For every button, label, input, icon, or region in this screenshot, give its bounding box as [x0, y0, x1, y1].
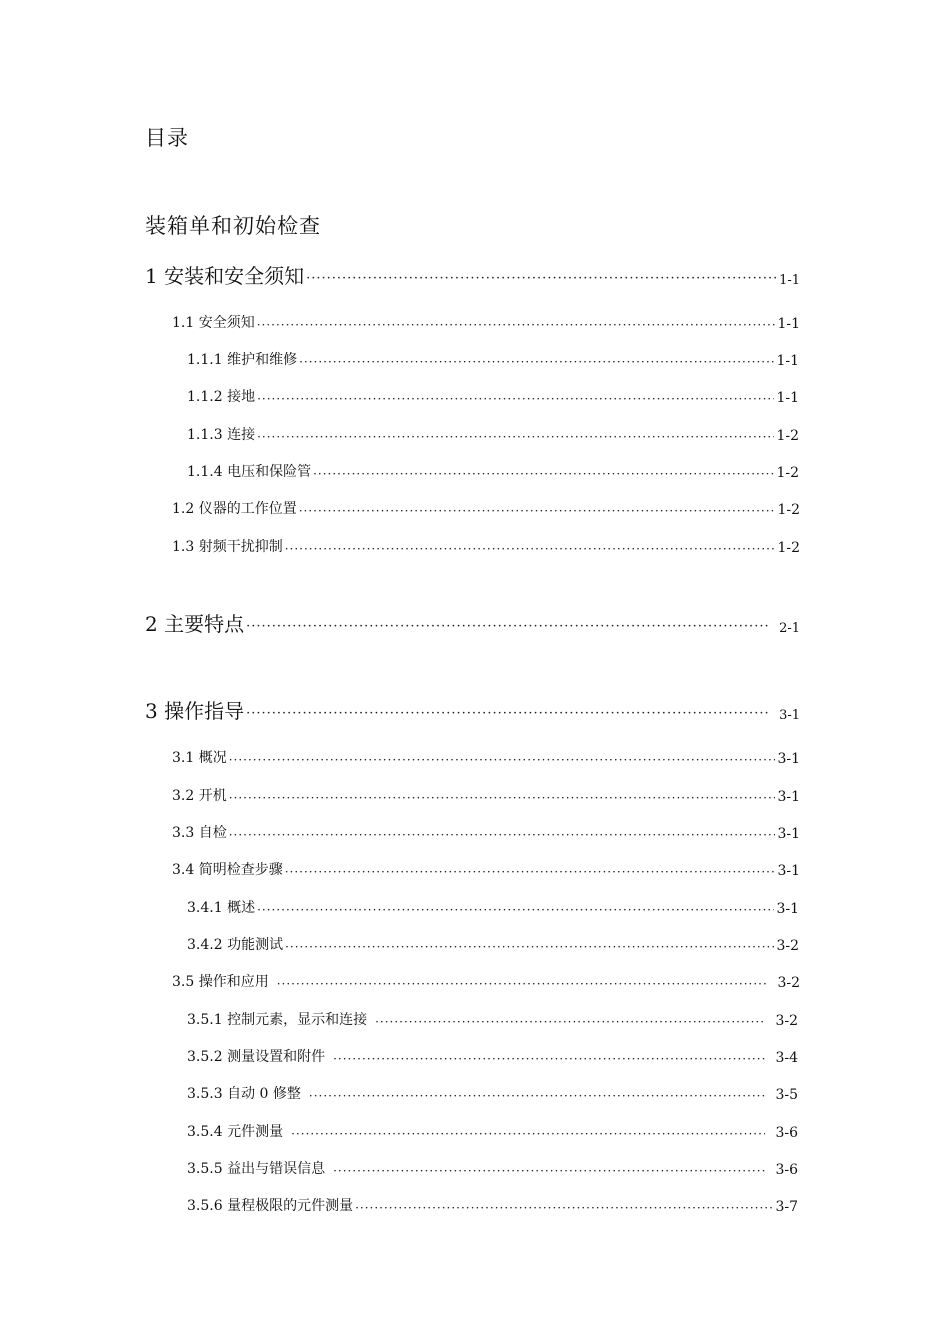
toc-entry-label: 3.3 自检 [172, 825, 227, 841]
dot-leader [299, 504, 776, 518]
toc-entry-page: 3-6 [775, 1162, 798, 1178]
toc-entry-3-4-2 [187, 934, 799, 954]
toc-entry-label: 1.1.3 连接 [187, 427, 256, 443]
toc-entry-1-1-2 [187, 386, 799, 406]
dot-leader [285, 542, 776, 556]
toc-entry-label: 3.5.5 益出与错误信息 [187, 1161, 326, 1177]
dot-leader [257, 392, 774, 406]
toc-entry-label: 3 操作指导 [145, 699, 245, 723]
toc-entry-2 [145, 608, 800, 637]
toc-entry-3-4 [172, 859, 800, 879]
toc-entry-page: 3-1 [776, 901, 799, 917]
toc-entry-page: 1-1 [776, 353, 799, 369]
toc-entry-label: 3.2 开机 [172, 788, 227, 804]
toc-entry-page: 1-2 [777, 502, 800, 518]
dot-leader [291, 1127, 765, 1141]
toc-entry-1-1 [172, 312, 800, 332]
dot-leader [229, 828, 776, 842]
toc-entry-page: 3-1 [779, 708, 800, 723]
toc-entry-3-5-5 [187, 1158, 798, 1178]
toc-entry-page: 3-2 [775, 1013, 798, 1029]
toc-entry-label: 3.4.1 概述 [187, 900, 256, 916]
toc-entry-page: 3-1 [777, 789, 800, 805]
toc-entry-page: 3-2 [777, 975, 800, 991]
toc-entry-label: 2 主要特点 [145, 612, 245, 636]
toc-entry-page: 1-1 [776, 390, 799, 406]
toc-entry-3-5-1 [187, 1009, 798, 1029]
toc-entry-3 [145, 695, 800, 724]
toc-entry-label: 3.5.4 元件测量 [187, 1124, 284, 1140]
dot-leader [355, 1201, 773, 1215]
toc-entry-page: 3-1 [777, 826, 800, 842]
toc-entry-page: 1-1 [779, 273, 800, 288]
toc-entry-1-1-1 [187, 349, 799, 369]
toc-entry-label: 3.5.3 自动 0 修整 [187, 1086, 301, 1102]
toc-entry-label: 1.1 安全须知 [172, 315, 255, 331]
dot-leader [333, 1052, 765, 1066]
dot-leader [309, 1089, 766, 1103]
toc-entry-1-1-4 [187, 461, 799, 481]
toc-entry-label: 3.1 概况 [172, 750, 227, 766]
dot-leader [306, 271, 777, 286]
dot-leader [299, 355, 774, 369]
toc-entry-page: 3-4 [775, 1050, 798, 1066]
dot-leader [285, 865, 776, 879]
toc-title: 目录 [145, 126, 189, 150]
toc-entry-label: 3.4.2 功能测试 [187, 937, 284, 953]
dot-leader [246, 619, 769, 634]
toc-entry-1-1-3 [187, 424, 799, 444]
dot-leader [229, 753, 776, 767]
toc-entry-3-3 [172, 822, 800, 842]
preface-heading: 装箱单和初始检查 [145, 214, 321, 238]
dot-leader [333, 1164, 765, 1178]
dot-leader [313, 467, 774, 481]
toc-entry-page: 3-6 [775, 1125, 798, 1141]
toc-entry-page: 1-2 [777, 540, 800, 556]
dot-leader [229, 791, 776, 805]
toc-entry-3-5-3 [187, 1083, 798, 1103]
toc-entry-3-5-6 [187, 1195, 798, 1215]
toc-entry-1-3 [172, 536, 800, 556]
toc-entry-label: 3.5.1 控制元素，显示和连接 [187, 1012, 368, 1028]
toc-entry-page: 3-7 [775, 1199, 798, 1215]
toc-entry-page: 3-1 [777, 863, 800, 879]
toc-entry-3-5-2 [187, 1046, 798, 1066]
toc-entry-label: 3.5 操作和应用 [172, 974, 269, 990]
dot-leader [375, 1015, 765, 1029]
toc-entry-3-2 [172, 785, 800, 805]
toc-entry-1-2 [172, 498, 800, 518]
toc-entry-label: 3.4 简明检查步骤 [172, 862, 283, 878]
toc-entry-page: 1-1 [777, 316, 800, 332]
toc-entry-label: 1.2 仪器的工作位置 [172, 501, 297, 517]
toc-entry-page: 3-1 [777, 751, 800, 767]
toc-entry-label: 3.5.6 量程极限的元件测量 [187, 1198, 354, 1214]
toc-entry-3-5-4 [187, 1121, 798, 1141]
toc-entry-3-5 [172, 971, 800, 991]
toc-entry-page: 1-2 [776, 428, 799, 444]
toc-entry-label: 1 安装和安全须知 [145, 264, 305, 288]
dot-leader [257, 430, 774, 444]
toc-entry-label: 1.3 射频干扰抑制 [172, 539, 283, 555]
toc-entry-page: 3-2 [776, 938, 799, 954]
dot-leader [257, 903, 774, 917]
toc-entry-page: 3-5 [775, 1087, 798, 1103]
toc-entry-page: 1-2 [776, 465, 799, 481]
dot-leader [246, 706, 769, 721]
toc-entry-label: 3.5.2 测量设置和附件 [187, 1049, 326, 1065]
toc-entry-label: 1.1.4 电压和保险管 [187, 464, 312, 480]
dot-leader [257, 318, 776, 332]
dot-leader [285, 940, 774, 954]
toc-entry-3-1 [172, 747, 800, 767]
toc-entry-page: 2-1 [779, 621, 800, 636]
toc-entry-label: 1.1.2 接地 [187, 389, 256, 405]
dot-leader [277, 977, 768, 991]
toc-entry-1 [145, 260, 800, 289]
toc-entry-3-4-1 [187, 897, 799, 917]
toc-entry-label: 1.1.1 维护和维修 [187, 352, 298, 368]
